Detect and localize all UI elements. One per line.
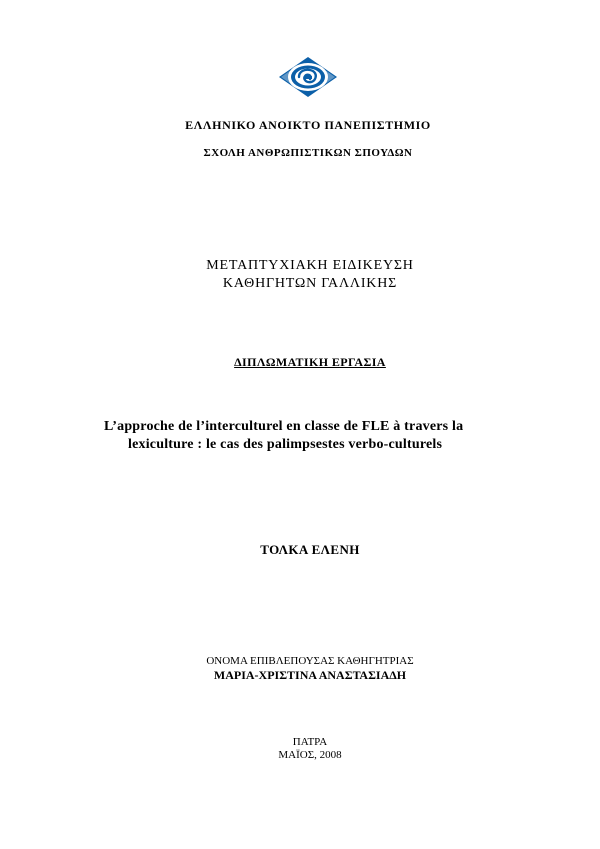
place: ΠΑΤΡΑ	[292, 736, 328, 748]
school-name: ΣΧΟΛΗ ΑΝΘΡΩΠΙΣΤΙΚΩΝ ΣΠΟΥΔΩΝ	[203, 147, 413, 159]
university-name: ΕΛΛΗΝΙΚΟ ΑΝΟΙΚΤΟ ΠΑΝΕΠΙΣΤΗΜΙΟ	[185, 118, 431, 132]
thesis-type: ΔΙΠΛΩΜΑΤΙΚΗ ΕΡΓΑΣΙΑ	[234, 355, 386, 369]
program-line-1: ΜΕΤΑΠΤΥΧΙΑΚΗ ΕΙΔΙΚΕΥΣΗ	[206, 258, 414, 273]
supervisor-label: ΟΝΟΜΑ ΕΠΙΒΛΕΠΟΥΣΑΣ ΚΑΘΗΓΗΤΡΙΑΣ	[206, 655, 414, 667]
thesis-title-line-1: L’approche de l’interculturel en classe de FLE à travers la	[104, 419, 464, 434]
date: ΜΑΪΟΣ, 2008	[278, 749, 342, 761]
author-name: ΤΟΛΚΑ ΕΛΕΝΗ	[260, 542, 360, 557]
university-seal-icon	[277, 56, 339, 98]
program-line-2: ΚΑΘΗΓΗΤΩΝ ΓΑΛΛΙΚΗΣ	[222, 276, 398, 291]
supervisor-name: ΜΑΡΙΑ-ΧΡΙΣΤΙΝΑ ΑΝΑΣΤΑΣΙΑΔΗ	[213, 668, 407, 682]
thesis-title-line-2: lexiculture : le cas des palimpsestes verbo-culturels	[128, 437, 443, 452]
